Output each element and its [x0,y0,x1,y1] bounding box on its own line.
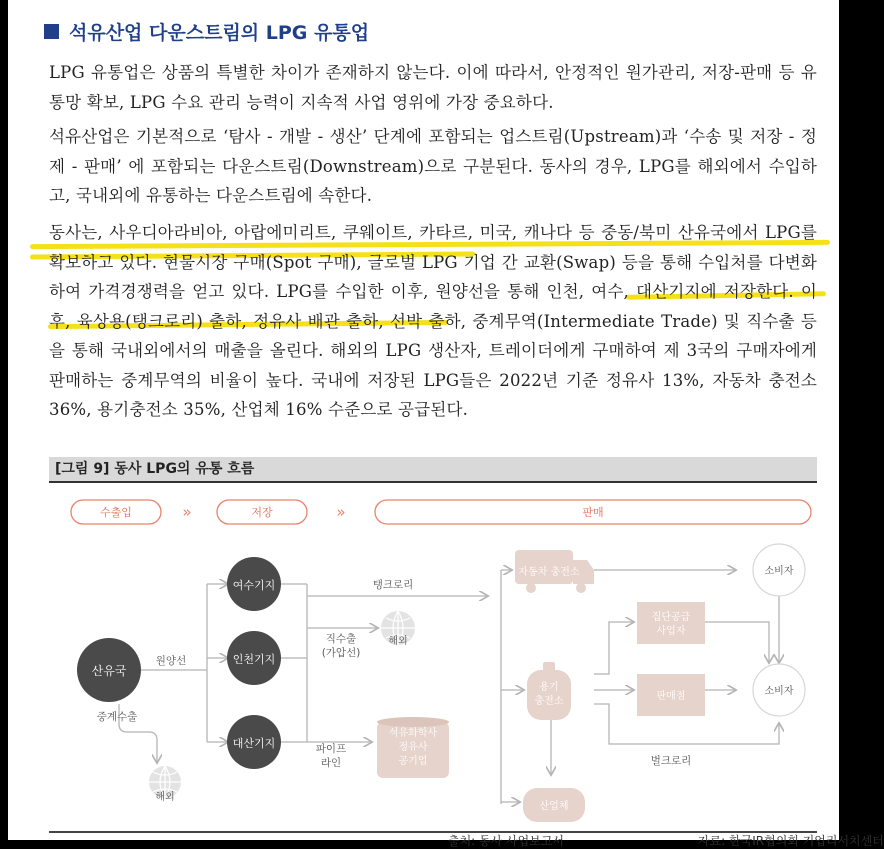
report-page [8,0,884,848]
refiners-label-2: 정유사 [398,742,428,753]
figure-title-bar [49,457,817,482]
terminal-daesan [227,715,281,769]
truck-icon [515,550,594,593]
stage-label-storage: 저장 [251,506,273,519]
dealer-label: 판매점 [656,691,686,702]
edge-label-pipeline: 파이프 [315,743,347,755]
lpg-flow-diagram [49,484,817,834]
terminal-incheon [227,631,281,685]
source-note: 출처: 동사 사업보고서 [448,834,565,848]
edge-label-direct-export-sub: (가압선) [321,647,361,659]
origin-label: 산유국 [91,664,127,678]
chevron-icon: » [336,503,346,521]
group-supplier-label-2: 사업자 [656,626,686,637]
refiners-label-1: 석유화학사 [388,728,438,739]
refiners-tank [377,717,449,778]
square-bullet-icon [44,24,59,39]
flow-svg [49,484,817,834]
car-station-label: 자동차 충전소 [518,567,580,578]
group-supplier-box [637,602,705,644]
cylinder-station-label-1: 용기 [539,682,559,693]
edge-label-relay-export: 중계수출 [96,711,138,723]
chevron-icon: » [182,503,192,521]
industry-label: 산업체 [539,801,569,812]
edge-label-tank-lorry: 탱크로리 [372,579,414,591]
stage-label-sales: 판매 [582,506,604,519]
terminal-label: 여수기지 [232,579,276,592]
edge-label-direct-export: 직수출 [325,633,357,645]
section-heading [44,18,369,45]
terminal-label: 대산기지 [232,737,276,750]
consumer-mid-label: 소비자 [764,686,794,697]
paragraph-1: LPG 유통업은 상품의 특별한 차이가 존재하지 않는다. 이에 따라서, 안정적인 원가관리, 저장-판매 등 유통망 확보, LPG 수요 관리 능력이 지속적 사업 영위에 가장 중요하다. [49,63,817,112]
industry-tank [523,788,585,822]
cylinder-station-label-2: 충전소 [534,696,564,707]
consumer-top-label: 소비자 [764,566,794,577]
paragraph-2: 석유산업은 기본적으로 ‘탐사 - 개발 - 생산’ 단계에 포함되는 업스트림(Upstream)과 ‘수송 및 저장 - 정제 - 판매’ 에 포함되는 다운스트림(Downstream)으로 구분된다. 동사의 경우, LPG를 해외에서 수입하고, 국내외에 유통하는 다운스트림에 속한다. [49,127,817,205]
figure-title-rule [49,481,817,483]
edge-label-bulk-lorry: 벌크로리 [650,755,692,767]
group-supplier-label-1: 집단공급 [651,612,691,623]
figure-title: [그림 9] 동사 LPG의 유통 흐름 [55,461,255,477]
section-heading-text: 석유산업 다운스트림의 LPG 유통업 [69,22,370,44]
edge-label-ocean-vessel: 원양선 [155,655,187,667]
overseas-mid-label: 해외 [388,636,408,647]
cylinder-station-tank [527,662,571,720]
edge-label-pipeline-sub: 라인 [320,757,342,769]
refiners-label-3: 공기업 [398,756,428,767]
terminal-label: 인천기지 [232,653,276,666]
terminal-yeosu [227,557,281,611]
overseas-bottom-label: 해외 [155,792,175,803]
data-credit-note: 자료: 한국IR협의회 기업리서치센터 [698,834,884,848]
paragraph-3: 동사는, 사우디아라비아, 아랍에미리트, 쿠웨이트, 카타르, 미국, 캐나다 등 중동/북미 산유국에서 LPG를 확보하고 있다. 현물시장 구매(Spot 구매), 글로벌 LPG 기업 간 교환(Swap) 등을 통해 수입처를 다변화하여 가격경쟁력을 얻고 있다. LPG를 수입한 이후, 원양선을 통해 인천, 여수, 대산기지에 저장한다. 이후, 육상용(탱크로리) 출하, 정유사 배관 출하, 선박 출하, 중계무역(Intermediate Trade) 및 직수출 등을 통해 국내외에서의 매출을 올린다. 해외의 LPG 생산자, 트레이더에게 구매하여 제 3국의 구매자에게 판매하는 중계무역의 비율이 높다. 국내에 저장된 LPG들은 2022년 기준 정유사 13%, 자동차 충전소 36%, 용기충전소 35%, 산업체 16% 수준으로 공급된다. [49,223,817,419]
stage-label-import: 수출입 [100,506,132,519]
